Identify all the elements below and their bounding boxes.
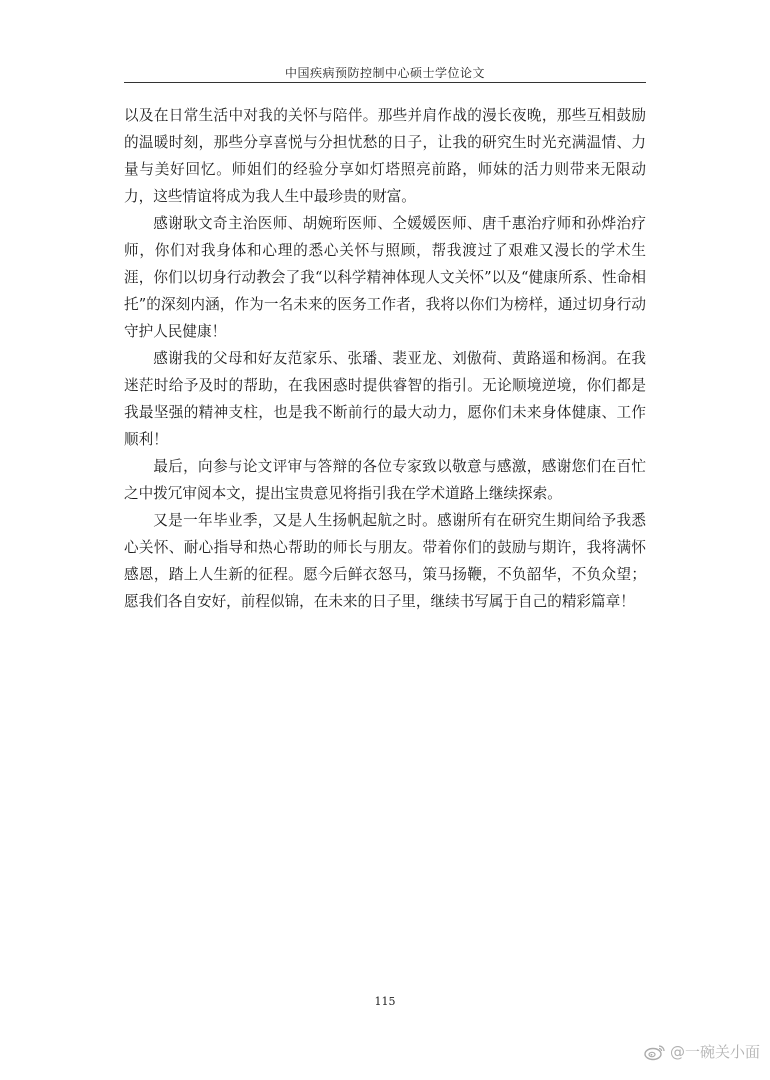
paragraph-thanks-reviewers: 最后，向参与论文评审与答辩的各位专家致以敬意与感激，感谢您们在百忙之中拨冗审阅本文，提出宝贵意见将指引我在学术道路上继续探索。 xyxy=(124,458,646,502)
header-divider xyxy=(124,82,646,83)
page-number: 115 xyxy=(374,995,396,1008)
paragraph-continued: 以及在日常生活中对我的关怀与陪伴。那些并肩作战的漫长夜晚，那些互相鼓励的温暖时刻，那些分享喜悦与分担忧愁的日子，让我的研究生时光充满温情、力量与美好回忆。师姐们的经验分享如灯塔照亮前路，师妹的活力则带来无限动力，这些情谊将成为我人生中最珍贵的财富。 xyxy=(124,107,646,205)
body-text xyxy=(124,102,646,615)
paragraph-thanks-family-friends: 感谢我的父母和好友范家乐、张璠、裴亚龙、刘傲荷、黄路遥和杨润。在我迷茫时给予及时的帮助，在我困惑时提供睿智的指引。无论顺境逆境，你们都是我最坚强的精神支柱，也是我不断前行的最大动力，愿你们未来身体健康、工作顺利！ xyxy=(124,350,646,448)
watermark xyxy=(644,1041,760,1062)
paragraph-thanks-clinicians: 感谢耿文奇主治医师、胡婉珩医师、仝媛媛医师、唐千惠治疗师和孙烨治疗师，你们对我身体和心理的悉心关怀与照顾，帮我渡过了艰难又漫长的学术生涯，你们以切身行动教会了我“以科学精神体现人文关怀”以及“健康所系、性命相托”的深刻内涵，作为一名未来的医务工作者，我将以你们为榜样，通过切身行动守护人民健康！ xyxy=(124,215,646,340)
watermark-text: @一碗关小面 xyxy=(669,1043,760,1061)
weibo-icon xyxy=(644,1043,666,1061)
running-header-title: 中国疾病预防控制中心硕士学位论文 xyxy=(284,66,485,80)
paragraph-closing: 又是一年毕业季，又是人生扬帆起航之时。感谢所有在研究生期间给予我悉心关怀、耐心指导和热心帮助的师长与朋友。带着你们的鼓励与期许，我将满怀感恩，踏上人生新的征程。愿今后鲜衣怒马，策马扬鞭，不负韶华，不负众望；愿我们各自安好，前程似锦，在未来的日子里，继续书写属于自己的精彩篇章！ xyxy=(124,512,646,610)
